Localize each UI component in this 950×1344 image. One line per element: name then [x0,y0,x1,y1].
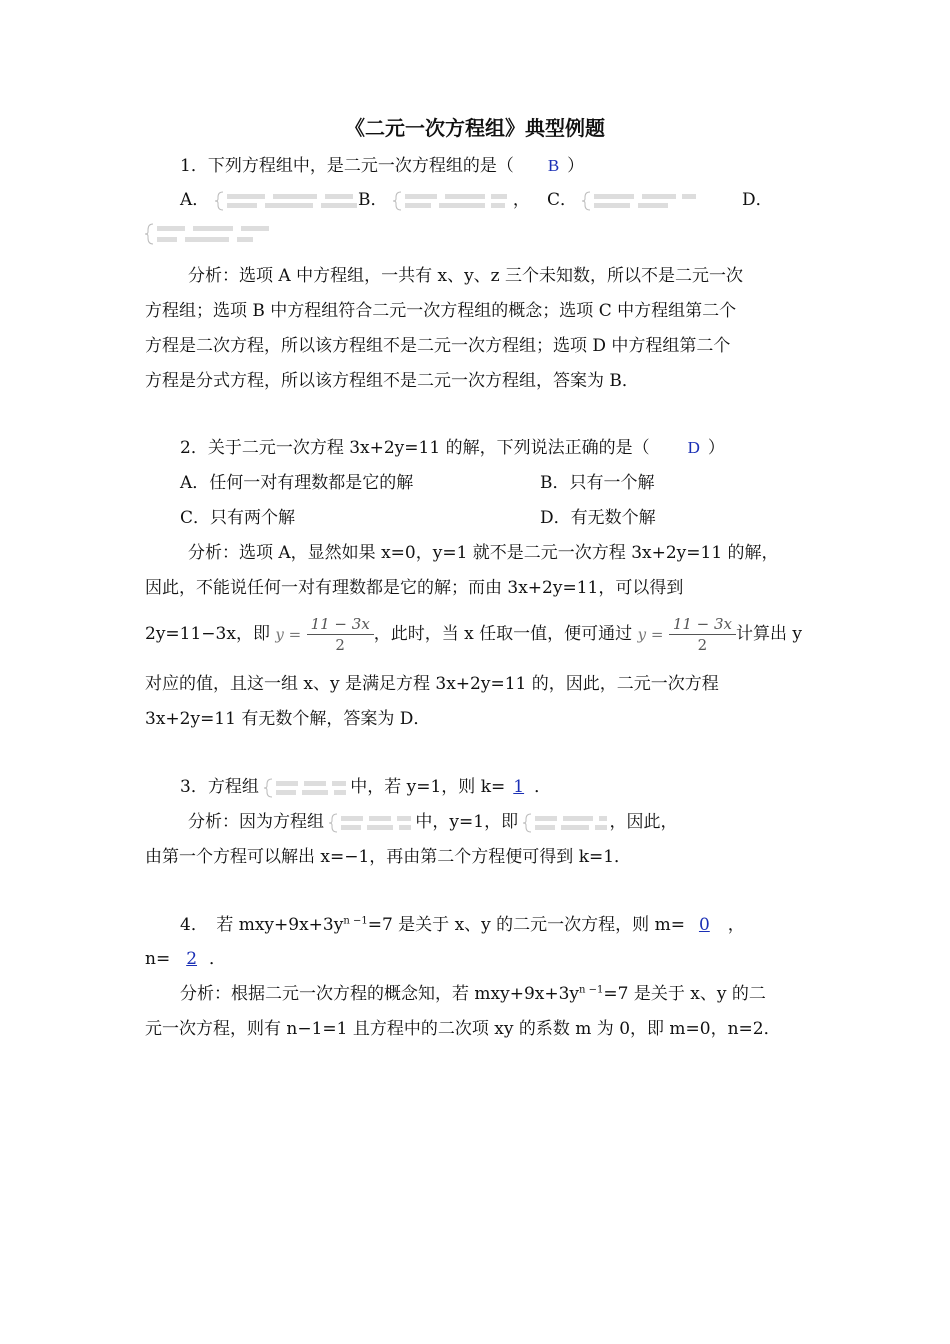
q4-answer-m: 0 [698,915,710,935]
q1-analysis-line: 方程是分式方程，所以该方程组不是二元一次方程组，答案为 B． [145,371,639,391]
q2-analysis-line-1: 分析：选项 A，显然如果 x=0，y=1 就不是二元一次方程 3x+2y=11 的解， [188,543,779,563]
q3-analysis-line-1: 分析：因为方程组 中，y=1，即 ，因此， [188,812,678,832]
q1-analysis-line: 分析：选项 A 中方程组，一共有 x、y、z 三个未知数，所以不是二元一次 [188,266,744,286]
q4-analysis-line-1: 分析：根据二元一次方程的概念知，若 $mxy+9x+3y^{n -1}=7$ 是关于 x、y 的二 [180,984,766,1004]
q1-option-b: B． ， [358,190,530,210]
q1-option-d-equations-image [145,222,275,246]
q3-analysis-line-2: 由第一个方程可以解出 x=−1，再由第二个方程便可得到 k=1． [145,847,632,867]
q1-stem [180,154,584,178]
q2-option-b: B．只有一个解 [540,473,655,493]
q1-analysis-line: 方程组；选项 B 中方程组符合二元一次方程组的概念；选项 C 中方程组第二个 [145,301,737,321]
q4-stem-n: n= 2 ． [145,949,227,969]
q1-option-b-equations-image [393,190,513,212]
q1-answer: B [547,156,560,175]
q2-option-a: A．任何一对有理数都是它的解 [180,473,414,493]
q1-option-a-equations-image [215,190,365,212]
formula-y-lhs: y = [275,625,302,644]
q4-analysis-line-2: 元一次方程，则有 n−1=1 且方程中的二次项 xy 的系数 m 为 0，即 m=0，n=2． [145,1019,781,1039]
q3-answer: 1 [513,777,525,797]
formula-y-lhs: y = [637,625,664,644]
q3-substituted-system-image [523,812,609,834]
formula-fraction: $\frac{11 - 3x}{2}$ [669,614,736,655]
q3-stem: 3．方程组 中，若 y=1，则 k= 1 ． [180,777,552,797]
q4-stem: 4． 若 $mxy+9x+3y^{n -1}=7$ 是关于 x、y 的二元一次方程，则 m= 0 ， [180,915,745,935]
q4-answer-n: 2 [186,949,198,969]
q1-stem-text: 1．下列方程组中，是二元一次方程组的是（ [180,156,514,176]
q1-option-c: C． [547,188,702,212]
q1-option-c-equations-image [582,190,702,212]
q1-close: ） [567,156,585,176]
page-title: 《二元一次方程组》典型例题 [345,116,605,140]
q2-option-d: D．有无数个解 [540,508,656,528]
q2-analysis-line-4: 对应的值，且这一组 x、y 是满足方程 3x+2y=11 的，因此，二元一次方程 [145,674,719,694]
q1-option-d-equations [145,221,275,246]
q3-system-image [264,777,350,799]
q1-option-d: D． [742,190,773,210]
q1-option-a: A． [180,188,365,212]
q2-option-c: C．只有两个解 [180,508,296,528]
q2-analysis-line-5: 3x+2y=11 有无数个解，答案为 D． [145,709,431,729]
formula-fraction: $\frac{11 - 3x}{2}$ [307,614,374,655]
q2-answer: D [687,438,700,457]
q2-analysis-line-3: 2y=11−3x，即 y = $\frac{11 - 3x}{2}$ ，此时，当 x 任取一值，便可通过 y = $\frac{11 - 3x}{2}$ 计算出 y [145,615,803,654]
q1-analysis-line: 方程是二次方程，所以该方程组不是二元一次方程组；选项 D 中方程组第二个 [145,336,731,356]
q3-system-image [329,812,415,834]
q2-analysis-line-2: 因此，不能说任何一对有理数都是它的解；而由 3x+2y=11，可以得到 [145,578,684,598]
q2-stem: 2．关于二元一次方程 3x+2y=11 的解，下列说法正确的是（ D ） [180,438,725,458]
